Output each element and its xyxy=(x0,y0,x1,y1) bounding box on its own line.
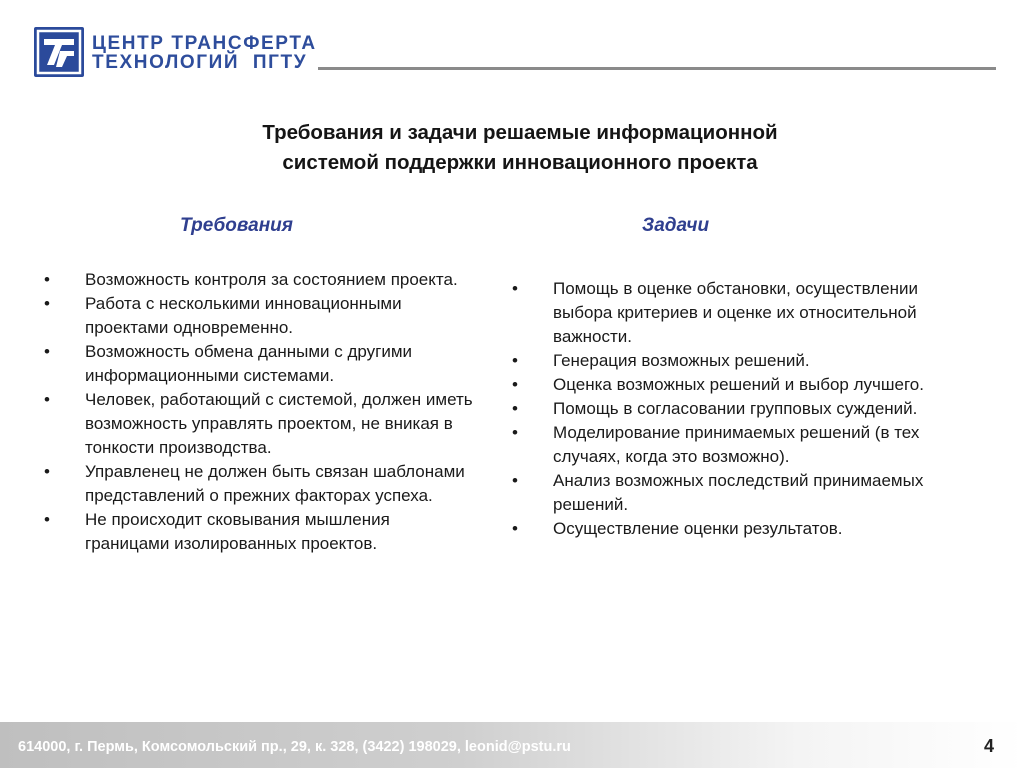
tasks-item: • Помощь в согласовании групповых суждений. xyxy=(512,397,964,421)
tasks-list xyxy=(512,277,964,541)
requirements-item: • Человек, работающий с системой, должен иметь возможность управлять проектом, не вникая в тонкости производства. xyxy=(44,388,476,460)
logo-emblem xyxy=(34,27,84,77)
requirements-item: • Работа с несколькими инновационными проектами одновременно. xyxy=(44,292,476,340)
slide-title xyxy=(120,118,920,178)
tasks-heading: Задачи xyxy=(642,215,710,236)
logo-wordmark xyxy=(92,34,317,72)
slide-title-line-1: Требования и задачи решаемые информационной xyxy=(262,121,778,144)
requirements-item: • Управленец не должен быть связан шаблонами представлений о прежних факторах успеха. xyxy=(44,460,476,508)
tasks-item: • Генерация возможных решений. xyxy=(512,349,964,373)
requirements-heading: Требования xyxy=(180,215,293,236)
tasks-item: • Анализ возможных последствий принимаемых решений. xyxy=(512,469,964,517)
slide-title-line-2: системой поддержки инновационного проекта xyxy=(282,151,758,174)
tasks-item: • Помощь в оценке обстановки, осуществлении выбора критериев и оценке их относительной важности. xyxy=(512,277,964,349)
requirements-list xyxy=(44,268,476,556)
logo-line-2: ТЕХНОЛОГИЙ ПГТУ xyxy=(92,52,308,73)
logo-line-1: ЦЕНТР ТРАНСФЕРТА xyxy=(92,33,317,54)
logo-tt-icon xyxy=(34,27,84,77)
footer-address: 614000, г. Пермь, Комсомольский пр., 29, к. 328, (3422) 198029, leonid@pstu.ru xyxy=(18,739,571,755)
page-number: 4 xyxy=(983,736,994,756)
requirements-item: • Не происходит сковывания мышления границами изолированных проектов. xyxy=(44,508,476,556)
requirements-item: • Возможность обмена данными с другими информационными системами. xyxy=(44,340,476,388)
tasks-item: • Оценка возможных решений и выбор лучшего. xyxy=(512,373,964,397)
requirements-item: • Возможность контроля за состоянием проекта. xyxy=(44,268,476,292)
tasks-item: • Моделирование принимаемых решений (в тех случаях, когда это возможно). xyxy=(512,421,964,469)
header-divider xyxy=(318,67,996,70)
tasks-item: • Осуществление оценки результатов. xyxy=(512,517,964,541)
